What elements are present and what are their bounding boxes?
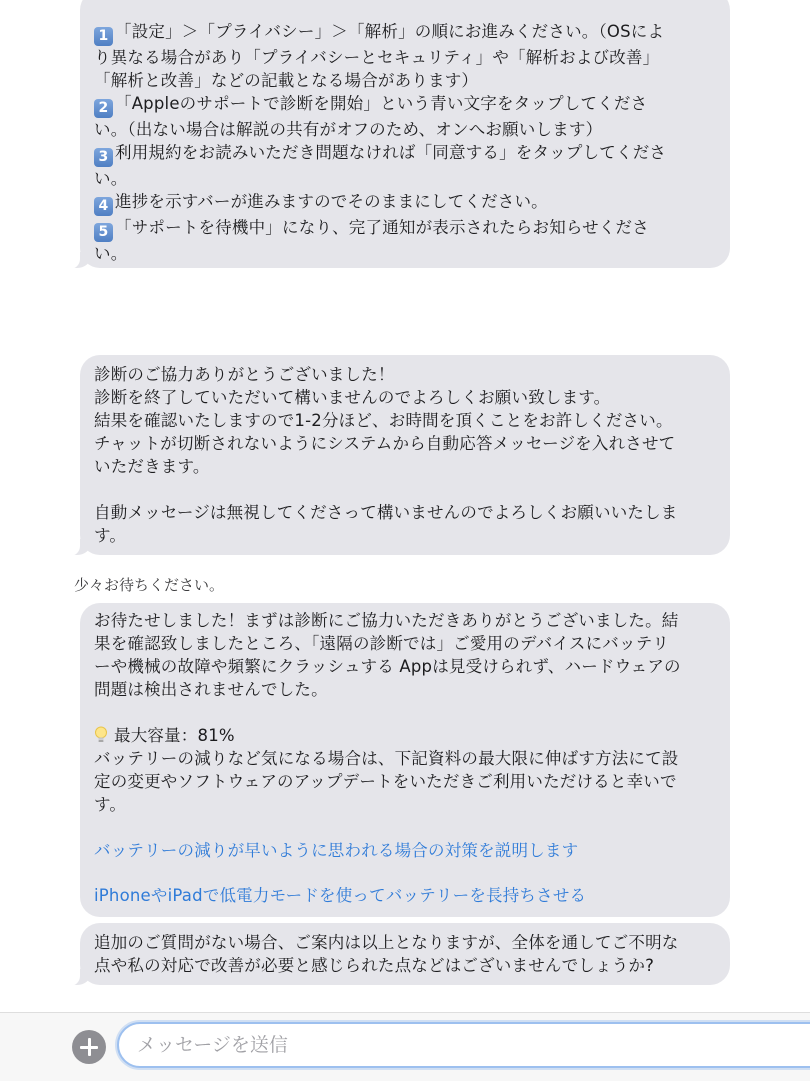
agent-message-thanks <box>80 355 730 555</box>
plus-circle-icon[interactable] <box>72 1030 106 1064</box>
message-line: 点や私の対応で改善が必要と感じられた点などはございませんでしょうか? <box>94 956 655 975</box>
step-5-icon: 5 <box>94 223 113 242</box>
message-line: 追加のご質問がない場合、ご案内は以上となりますが、全体を通してご不明な <box>94 933 679 952</box>
message-line: バッテリーの減りなど気になる場合は、下記資料の最大限に伸ばす方法にて設 <box>94 749 679 768</box>
message-line: す。 <box>94 795 127 814</box>
message-line: お待たせしました！まずは診断にご協力いただきありがとうございました。結 <box>94 611 679 630</box>
message-line: い。 <box>94 169 128 188</box>
message-line: す。 <box>94 526 127 545</box>
message-line: いただきます。 <box>94 457 210 476</box>
message-line: ーや機械の故障や頻繁にクラッシュする Appは見受けられず、ハードウェアの <box>94 657 681 676</box>
status-note: 少々お待ちください。 <box>74 576 225 594</box>
message-line: 結果を確認いたしますので1-2分ほど、お時間を頂くことをお許しください。 <box>94 411 673 430</box>
message-line: チャットが切断されないようにシステムから自動応答メッセージを入れさせて <box>94 434 676 453</box>
message-line: 自動メッセージは無視してくださって構いませんのでよろしくお願いいたしま <box>94 503 678 522</box>
agent-message-followup <box>80 923 730 985</box>
message-line: い。 <box>94 244 128 263</box>
light-bulb-icon <box>94 726 108 744</box>
step-1-icon: 1 <box>94 27 113 46</box>
message-line: 果を確認致しましたところ、「遠隔の診断では」ご愛用のデバイスにバッテリ <box>94 634 670 653</box>
battery-drain-tips-link[interactable]: バッテリーの減りが早いように思われる場合の対策を説明します <box>94 841 579 860</box>
step-2-icon: 2 <box>94 99 113 118</box>
battery-capacity-line: 最大容量：81% <box>94 724 716 747</box>
message-line: 2 「Appleのサポートで診断を開始」という青い文字をタップしてくださ <box>94 92 716 118</box>
message-line: い。（出ない場合は解説の共有がオフのため、オンへお願いします） <box>94 120 603 139</box>
step-3-icon: 3 <box>94 148 113 167</box>
message-line: 4 進捗を示すバーが進みますのでそのままにしてください。 <box>94 190 716 216</box>
message-line: 定の変更やソフトウェアのアップデートをいただきご利用いただけると幸いで <box>94 772 677 791</box>
message-line: 「解析と改善」などの記載となる場合があります） <box>94 71 479 90</box>
message-line: 3 利用規約をお読みいただき問題なければ「同意する」をタップしてくださ <box>94 141 716 167</box>
message-line: 診断を終了していただいて構いませんのでよろしくお願い致します。 <box>94 388 611 407</box>
message-input[interactable] <box>117 1022 810 1068</box>
agent-message-instructions <box>80 0 730 268</box>
message-line: 5 「サポートを待機中」になり、完了通知が表示されたらお知らせくださ <box>94 216 716 242</box>
agent-message-results <box>80 603 730 917</box>
message-line: 問題は検出されませんでした。 <box>94 680 328 699</box>
message-line: り異なる場合があり「プライバシーとセキュリティ」や「解析および改善」 <box>94 48 660 67</box>
message-composer <box>0 1012 810 1081</box>
low-power-mode-link[interactable]: iPhoneやiPadで低電力モードを使ってバッテリーを長持ちさせる <box>94 886 587 905</box>
message-line: 診断のご協力ありがとうございました！ <box>94 365 395 384</box>
message-line: 1 「設定」＞「プライバシー」＞「解析」の順にお進みください。（OSによ <box>94 20 716 46</box>
step-4-icon: 4 <box>94 197 113 216</box>
